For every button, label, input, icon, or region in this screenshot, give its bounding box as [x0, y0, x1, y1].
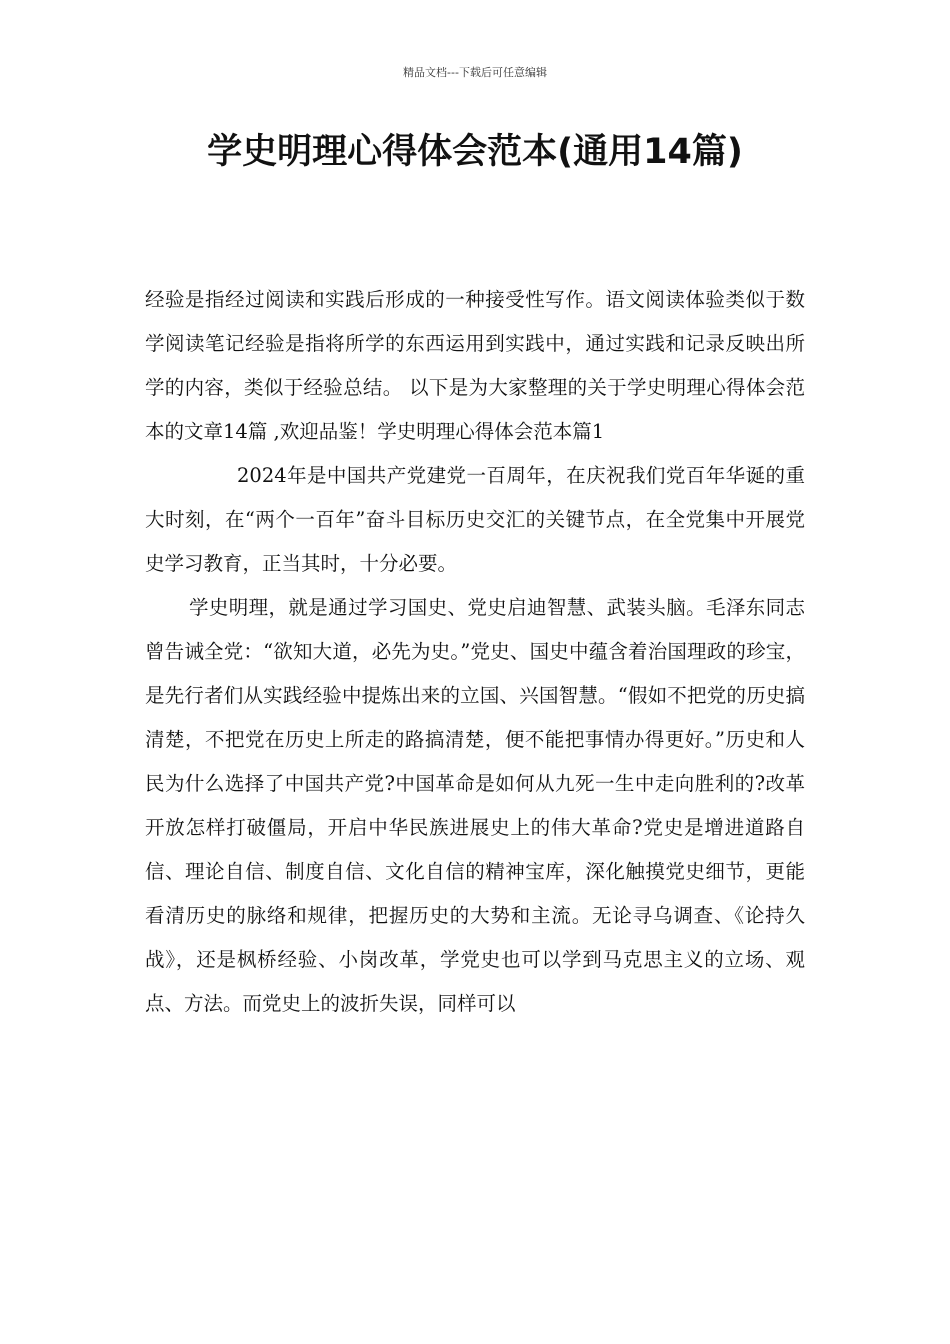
- document-title: 学史明理心得体会范本(通用14篇): [207, 132, 743, 172]
- document-body: [145, 278, 805, 1026]
- header-note: 精品文档---下载后可任意编辑: [403, 66, 547, 79]
- paragraph-centenary: 2024年是中国共产党建党一百周年，在庆祝我们党百年华诞的重大时刻，在“两个一百年”奋斗目标历史交汇的关键节点，在全党集中开展党史学习教育，正当其时，十分必要。: [145, 464, 805, 575]
- paragraph-intro: 经验是指经过阅读和实践后形成的一种接受性写作。语文阅读体验类似于数学阅读笔记经验是指将所学的东西运用到实践中，通过实践和记录反映出所学的内容，类似于经验总结。 以下是为大家整理的关于学史明理心得体会范本的文章14篇 ,欢迎品鉴！学史明理心得体会范本篇1: [145, 288, 805, 443]
- paragraph-learn-history: 学史明理，就是通过学习国史、党史启迪智慧、武装头脑。毛泽东同志曾告诫全党：“欲知大道，必先为史。”党史、国史中蕴含着治国理政的珍宝，是先行者们从实践经验中提炼出来的立国、兴国智慧。“假如不把党的历史搞清楚，不把党在历史上所走的路搞清楚，便不能把事情办得更好。”历史和人民为什么选择了中国共产党?中国革命是如何从九死一生中走向胜利的?改革开放怎样打破僵局，开启中华民族进展史上的伟大革命?党史是增进道路自信、理论自信、制度自信、文化自信的精神宝库，深化触摸党史细节，更能看清历史的脉络和规律，把握历史的大势和主流。无论寻乌调查、《论持久战》，还是枫桥经验、小岗改革，学党史也可以学到马克思主义的立场、观点、方法。而党史上的波折失误，同样可以: [145, 596, 805, 1015]
